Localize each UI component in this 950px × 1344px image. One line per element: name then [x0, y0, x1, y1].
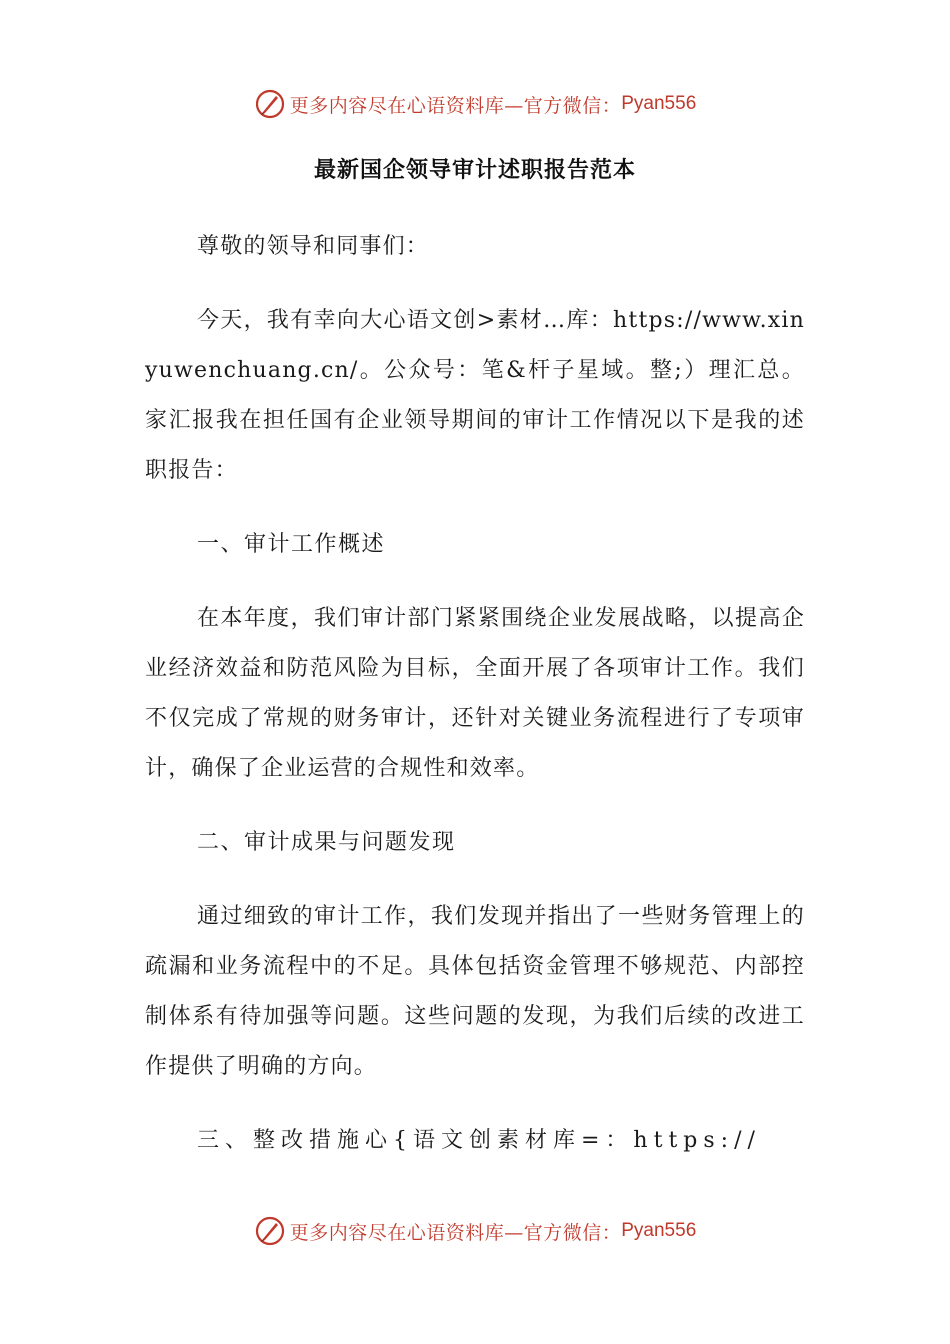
wechat-id: Pyan556	[621, 1220, 697, 1241]
banner-text: 更多内容尽在心语资料库—官方微信：	[289, 94, 622, 117]
section-heading-3: 三、整改措施心{语文创素材库=：https://	[197, 1128, 761, 1153]
salutation: 尊敬的领导和同事们：	[197, 234, 430, 259]
quill-logo-icon	[254, 1215, 286, 1247]
document-title: 最新国企领导审计述职报告范本	[313, 157, 636, 183]
wechat-id: Pyan556	[621, 93, 697, 114]
intro-paragraph: 今天，我有幸向大心语文创>素材…库：https://www.xinyuwenchuang.cn/。公众号：笔&杆子星域。整;）理汇总。家汇报我在担任国有企业领导期间的审计工作情况以下是我的述职报告：	[145, 308, 805, 483]
document-body	[145, 222, 805, 1190]
quill-logo-icon	[254, 88, 286, 120]
section-paragraph-1: 在本年度，我们审计部门紧紧围绕企业发展战略，以提高企业经济效益和防范风险为目标，全面开展了各项审计工作。我们不仅完成了常规的财务审计，还针对关键业务流程进行了专项审计，确保了企业运营的合规性和效率。	[145, 606, 805, 781]
banner-text: 更多内容尽在心语资料库—官方微信：	[289, 1221, 622, 1244]
header-banner	[0, 84, 950, 124]
section-heading-1: 一、审计工作概述	[197, 532, 386, 557]
section-heading-2: 二、审计成果与问题发现	[197, 830, 456, 855]
footer-banner	[0, 1211, 950, 1251]
section-paragraph-2: 通过细致的审计工作，我们发现并指出了一些财务管理上的疏漏和业务流程中的不足。具体包括资金管理不够规范、内部控制体系有待加强等问题。这些问题的发现，为我们后续的改进工作提供了明确的方向。	[145, 904, 805, 1079]
